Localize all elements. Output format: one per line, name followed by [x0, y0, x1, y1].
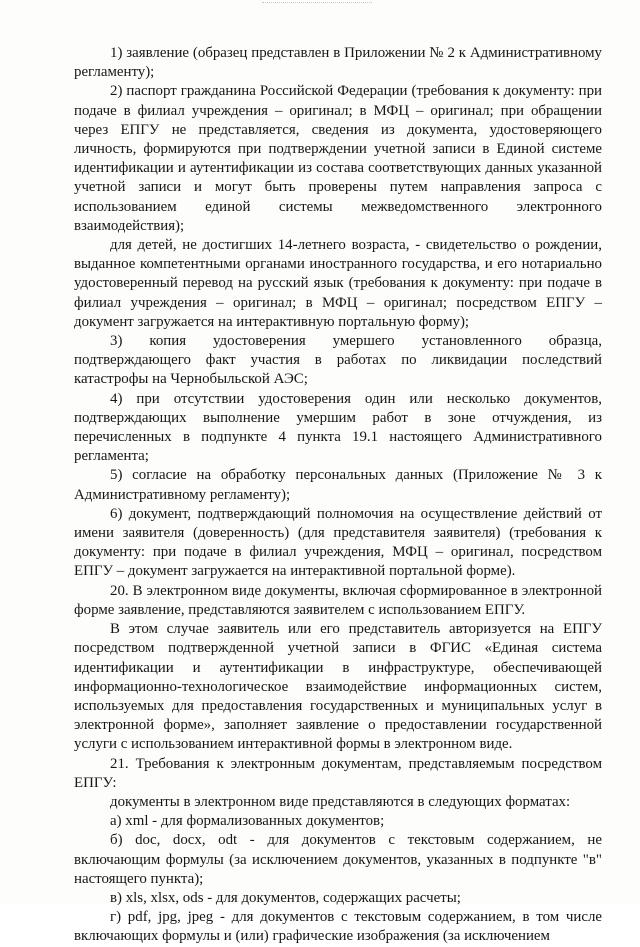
- paragraph: 5) согласие на обработку персональных данных (Приложение № 3 к Административному регламенту);: [74, 467, 602, 503]
- paragraph: 2) паспорт гражданина Российской Федерации (требования к документу: при подаче в филиал учреждения – оригинал; в МФЦ – оригинал; при обращении через ЕПГУ не представляется, сведения из документа, удостоверяющего личность, формируются при подтверждении учетной записи в Единой системе идентификации и аутентификации из состава соответствующих данных указанной учетной записи и могут быть проверены путем направления запроса с использованием единой системы межведомственного электронного взаимодействия);: [74, 83, 602, 234]
- paragraph: 6) документ, подтверждающий полномочия на осуществление действий от имени заявителя (доверенность) (для представителя заявителя) (требования к документу: при подаче в филиал учреждения, МФЦ – оригинал, посредством ЕПГУ – документ загружается на интерактивной портальной форме).: [74, 505, 602, 580]
- paragraph: 21. Требования к электронным документам, представляемым посредством ЕПГУ:: [74, 755, 602, 791]
- paragraph: 20. В электронном виде документы, включая сформированное в электронной форме заявление, представляются заявителем с использованием ЕПГУ.: [74, 582, 602, 618]
- paragraph: в) xls, xlsx, ods - для документов, содержащих расчеты;: [110, 889, 461, 906]
- paragraph: 3) копия удостоверения умершего установленного образца, подтверждающего факт участия в работах по ликвидации последствий катастрофы на Чернобыльской АЭС;: [74, 333, 602, 388]
- paragraph: для детей, не достигших 14-летнего возраста, - свидетельство о рождении, выданное компетентными органами иностранного государства, и его нотариально удостоверенный перевод на русский язык (требования к документу: при подаче в филиал учреждения – оригинал; в МФЦ – оригинал; посредством ЕПГУ – документ загружается на интерактивную портальную форму);: [74, 237, 602, 330]
- paragraph: б) doc, docx, odt - для документов с текстовым содержанием, не включающим формулы (за исключением документов, указанных в подпункте "в" настоящего пункта);: [74, 832, 602, 887]
- paragraph: документы в электронном виде представляются в следующих форматах:: [110, 793, 571, 810]
- paragraph: 1) заявление (образец представлен в Приложении № 2 к Административному регламенту);: [74, 45, 602, 81]
- paragraph: г) pdf, jpg, jpeg - для документов с текстовым содержанием, в том числе включающих формулы и (или) графические изображения (за исключением: [74, 909, 602, 945]
- paragraph: 4) при отсутствии удостоверения один или несколько документов, подтверждающих выполнение умершим работ в зоне отчуждения, из перечисленных в подпункте 4 пункта 19.1 настоящего Административного регламента;: [74, 390, 602, 465]
- paragraph: а) xml - для формализованных документов;: [110, 813, 385, 830]
- scan-artifact: [262, 2, 372, 8]
- paragraph: В этом случае заявитель или его представитель авторизуется на ЕПГУ посредством подтвержденной учетной записи в ФГИС «Единая система идентификации и аутентификации в инфраструктуре, обеспечивающей информационно-технологическое взаимодействие информационных систем, используемых для предоставления государственных и муниципальных услуг в электронной форме», заполняет заявление о предоставлении государственной услуги с использованием интерактивной формы в электронном виде.: [74, 621, 602, 753]
